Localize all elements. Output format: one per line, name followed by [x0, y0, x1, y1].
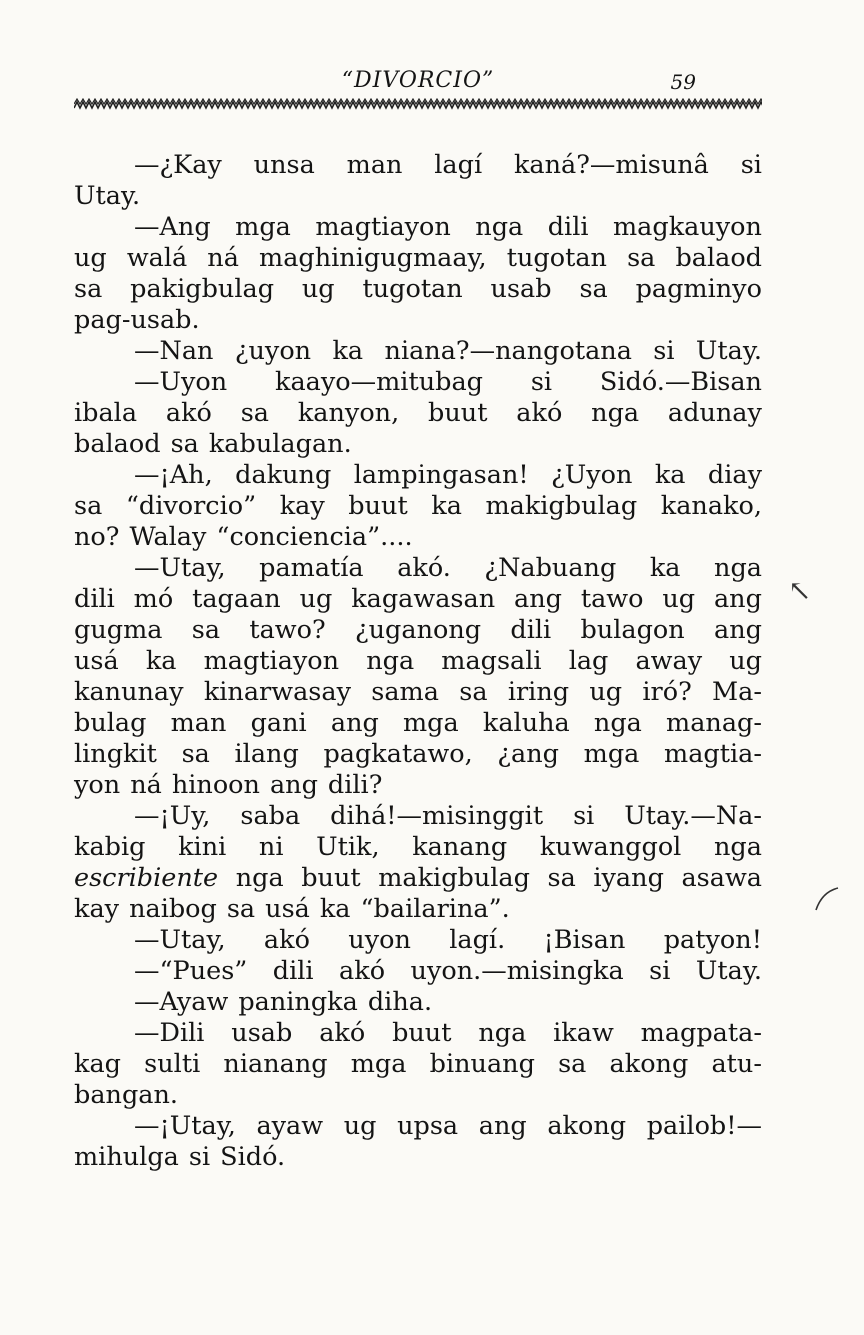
- text-line: gugma sa tawo? ¿uganong dili bulagon ang: [74, 615, 762, 645]
- text-line: escribiente nga buut makigbulag sa iyang asawa: [74, 863, 762, 893]
- text-line: usá ka magtiayon nga magsali lag away ug: [74, 646, 762, 676]
- text-line: —¡Utay, ayaw ug upsa ang akong pailob!—: [134, 1111, 762, 1141]
- text-line: bangan.: [74, 1080, 179, 1110]
- margin-check-mark: ↖: [788, 574, 812, 607]
- text-line: —¡Uy, saba dihá!—misinggit si Utay.—Na-: [134, 801, 762, 831]
- text-line: kanunay kinarwasay sama sa iring ug iró? Ma-: [74, 677, 762, 707]
- text-line: —Ayaw paningka diha.: [134, 987, 433, 1017]
- text-line: dili mó tagaan ug kagawasan ang tawo ug ang: [74, 584, 762, 614]
- text-line: —¡Ah, dakung lampingasan! ¿Uyon ka diay: [134, 460, 762, 490]
- text-line: ibala akó sa kanyon, buut akó nga adunay: [74, 398, 762, 428]
- text-line: —“Pues” dili akó uyon.—misingka si Utay.: [134, 956, 762, 986]
- text-line: —Ang mga magtiayon nga dili magkauyon: [134, 212, 762, 242]
- text-line: yon ná hinoon ang dili?: [74, 770, 383, 800]
- body-text: [74, 150, 762, 1173]
- text-line: kabig kini ni Utik, kanang kuwanggol nga: [74, 832, 762, 862]
- page-number: 59: [670, 70, 696, 94]
- text-line: pag-usab.: [74, 305, 200, 335]
- text-line: sa pakigbulag ug tugotan usab sa pagminyo: [74, 274, 762, 304]
- text-line: —Dili usab akó buut nga ikaw magpata-: [134, 1018, 762, 1048]
- margin-pencil-stroke: [812, 884, 842, 914]
- text-line: Utay.: [74, 181, 141, 211]
- text-line: bulag man gani ang mga kaluha nga manag-: [74, 708, 762, 738]
- text-line: —¿Kay unsa man lagí kaná?—misunâ si: [134, 150, 762, 180]
- text-line: —Utay, akó uyon lagí. ¡Bisan patyon!: [134, 925, 762, 955]
- text-line: ug walá ná maghinigugmaay, tugotan sa balaod: [74, 243, 762, 273]
- page-header: [74, 68, 762, 100]
- text-line: no? Walay “conciencia”....: [74, 522, 413, 552]
- text-line: —Utay, pamatía akó. ¿Nabuang ka nga: [134, 553, 762, 583]
- running-title: “DIVORCIO”: [341, 68, 495, 93]
- text-line: kag sulti nianang mga binuang sa akong atu-: [74, 1049, 762, 1079]
- text-line: —Uyon kaayo—mitubag si Sidó.—Bisan: [134, 367, 762, 397]
- text-line: —Nan ¿uyon ka niana?—nangotana si Utay.: [134, 336, 762, 366]
- text-line: lingkit sa ilang pagkatawo, ¿ang mga magtia-: [74, 739, 762, 769]
- ornamental-rule: [74, 98, 762, 110]
- text-line: sa “divorcio” kay buut ka makigbulag kanako,: [74, 491, 762, 521]
- text-line: mihulga si Sidó.: [74, 1142, 286, 1172]
- text-line: kay naibog sa usá ka “bailarina”.: [74, 894, 510, 924]
- text-line: balaod sa kabulagan.: [74, 429, 352, 459]
